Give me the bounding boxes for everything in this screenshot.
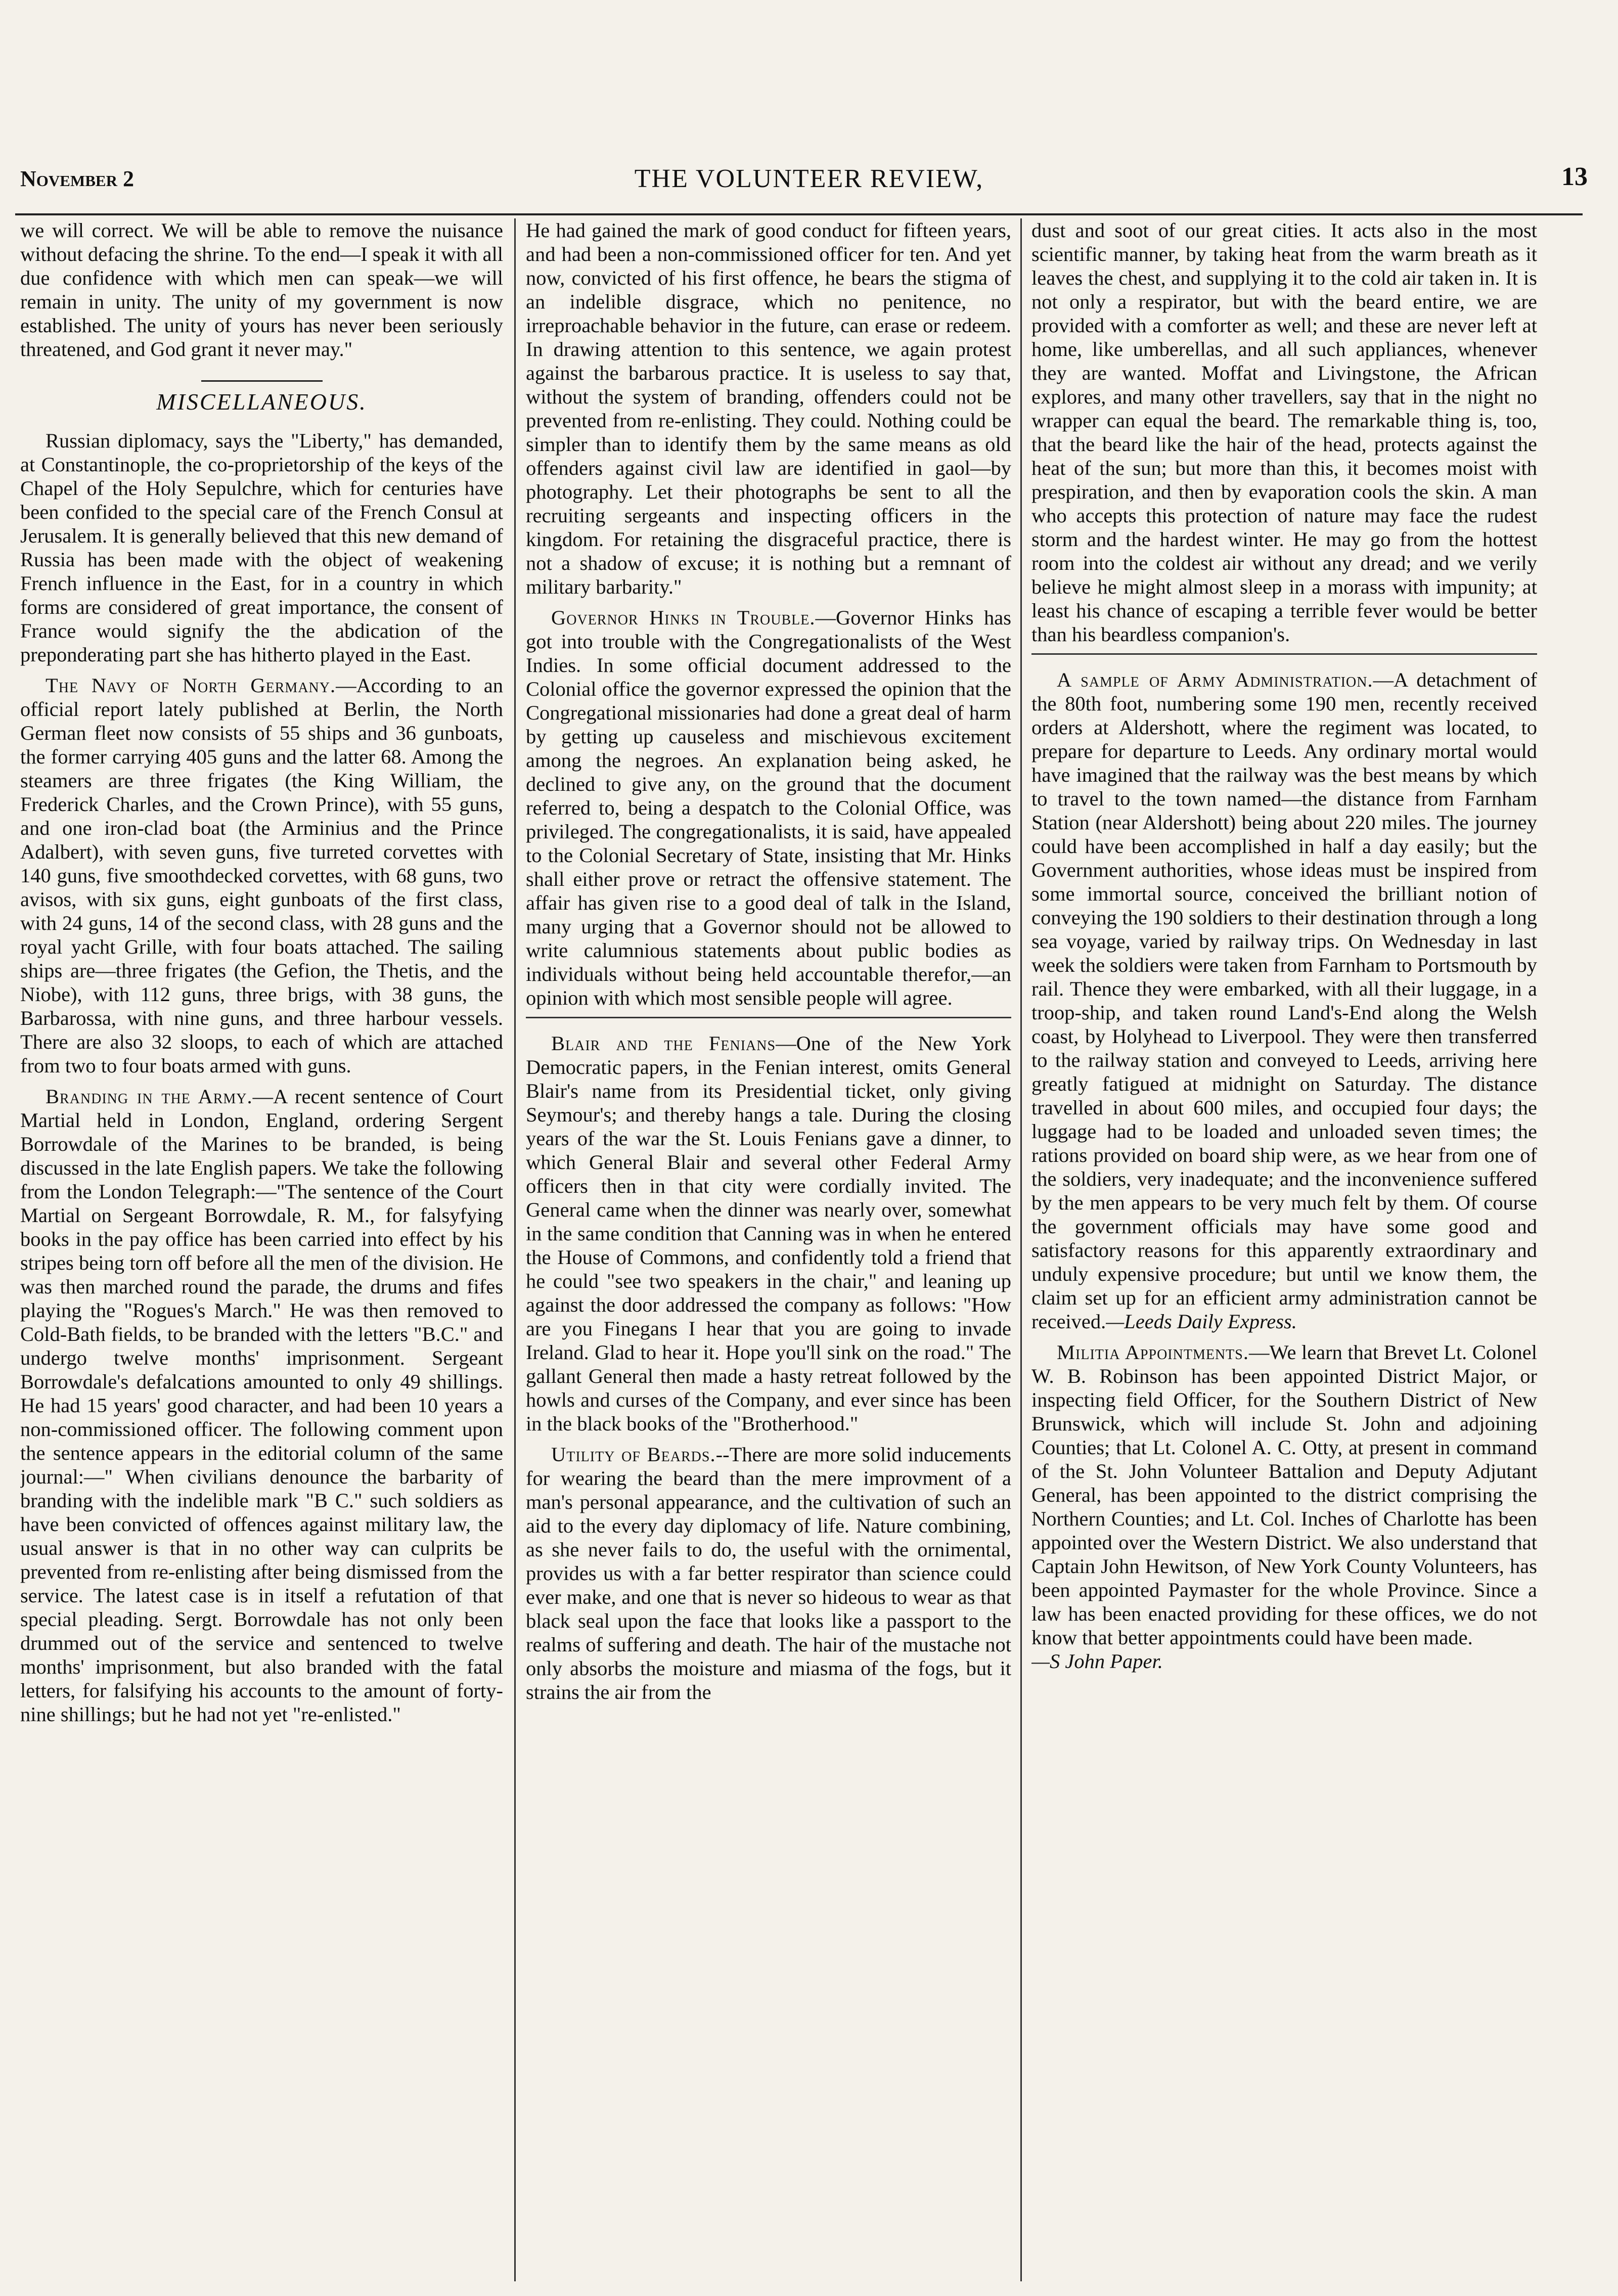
page-header	[15, 162, 1603, 207]
article-continuation: dust and soot of our great cities. It acts also in the most scientific manner, by taking heat from the warm breath as it leaves the chest, and supplying it to the cold air taken in. It is not only a respirator, but with the beard entire, we are provided with a comforter as well; and these are never left at home, like umberellas, and all such appliances, whenever they are wanted. Moffat and Livingstone, the African explores, and many other travellers, say that in the night no wrapper can equal the beard. The remarkable thing is, too, that the beard like the hair of the head, protects against the heat of the sun; but more than this, it becomes moist with prespiration, and then by evaporation cools the skin. A man who accepts this protection of nature may face the rudest storm and the hardest winter. He may go from the hottest room into the coldest air without any dread; and we verily believe he might almost sleep in a morass with impunity; at least his chance of escaping a terrible fever would be better than his beardless companion's.	[1031, 219, 1537, 646]
article-title: Militia Appointments.	[1057, 1341, 1249, 1364]
article-title: Governor Hinks in Trouble.	[551, 606, 816, 629]
article-title: Branding in the Army.	[46, 1085, 253, 1108]
article-body: —A recent sentence of Court Martial held in London, England, ordering Sergent Borrowdale of the Marines to be branded, is being discussed in the late English papers. We take the following from the London Telegraph:—"The sentence of the Court Martial on Sergeant Borrowdale, R. M., for falsyfying books in the pay office has been carried into effect by his stripes being torn off before all the men of the division. He was then marched round the parade, the drums and fifes playing the "Rogues's March." He was then removed to Cold-Bath fields, to be branded with the letters "B.C." and undergo twelve months' imprisonment. Sergeant Borrowdale's defalcations amounted to only 49 shillings. He had 15 years' good character, and had been 10 years a non-commissioned officer. The following comment upon the sentence appears in the editorial column of the same journal:—" When civilians denounce the barbarity of branding with the indelible mark "B C." such soldiers as have been convicted of offences against military law, the usual answer is that in no other way can culprits be prevented from re-enlisting after being dismissed from the service. The latest case is in itself a refutation of that special pleading. Sergt. Borrowdale has not only been drummed out of the service and sentenced to twelve months' imprisonment, but also branded with the fatal letters, for falsifying his accounts to the amount of forty-nine shillings; but he had not yet "re-enlisted."	[20, 1085, 503, 1726]
article-title: Blair and the Fenians	[551, 1032, 776, 1055]
article-columns	[20, 218, 1578, 2281]
article-branding	[20, 1085, 503, 1726]
column-divider	[514, 218, 516, 2281]
article-title: Utility of Beards.	[551, 1443, 716, 1466]
header-date: November 2	[20, 166, 134, 191]
article-russian-diplomacy: Russian diplomacy, says the "Liberty," has demanded, at Constantinople, the co-proprietorship of the keys of the Chapel of the Holy Sepulchre, which for centuries have been confided to the special care of the French Consul at Jerusalem. It is generally believed that this new demand of Russia has been made with the object of weakening French influence in the East, for in a country in which forms are considered of great importance, the consent of France would signify the the abdication of the preponderating part she has hitherto played in the East.	[20, 429, 503, 666]
article-army-administration	[1031, 668, 1537, 1333]
masthead-title: THE VOLUNTEER REVIEW,	[634, 164, 984, 193]
article-divider	[1031, 653, 1537, 655]
column-3	[1031, 218, 1537, 2281]
article-body: —One of the New York Democratic papers, in the Fenian interest, omits General Blair's name from its Presidential ticket, only giving Seymour's; and thereby hangs a tale. During the closing years of the war the St. Louis Fenians gave a dinner, to which General Blair and several other Federal Army officers then in that city were cordially invited. The General came when the dinner was nearly over, somewhat in the same condition that Canning was in when he entered the House of Commons, and confidently told a friend that he could "see two speakers in the chair," and leaning up against the door addressed the company as follows: "How are you Finegans I hear that you are going to invade Ireland. Glad to hear it. Hope you'll sink on the road." The gallant General then made a hasty retreat followed by the howls and curses of the Company, and ever since has been in the black books of the "Brotherhood."	[526, 1032, 1011, 1435]
article-continuation: He had gained the mark of good conduct for fifteen years, and had been a non-commissioned officer for ten. And yet now, convicted of his first offence, he bears the stigma of an indelible disgrace, which no penitence, no irreproachable behavior in the future, can erase or redeem. In drawing attention to this sentence, we again protest against the barbarous practice. It is useless to say that, without the system of branding, offenders could not be prevented from re-enlisting. They could. Nothing could be simpler than to identify them by the same means as old offenders against civil law are identified in gaol—by photography. Let their photographs be sent to all the recruiting sergeants and inspecting officers in the kingdom. For retaining the disgraceful practice, there is not a shadow of excuse; it is nothing but a remnant of military barbarity."	[526, 219, 1011, 598]
column-divider	[1020, 218, 1022, 2281]
article-source: —S John Paper.	[1031, 1650, 1163, 1673]
article-title: A sample of Army Administration.	[1057, 668, 1373, 691]
header-rule	[15, 213, 1583, 215]
article-source: —Leeds Daily Express.	[1106, 1310, 1297, 1333]
article-body: —We learn that Brevet Lt. Colonel W. B. Robinson has been appointed District Major, or inspecting field Officer, for the Southern District of New Brunswick, which will include St. John and adjoining Counties; that Lt. Colonel A. C. Otty, at present in command of the St. John Volunteer Battalion and Deputy Adjutant General, has been appointed to the district comprising the Northern Counties; and Lt. Col. Inches of Charlotte has been appointed over the Western District. We also understand that Captain John Hewitson, of New York County Volunteers, has been appointed Paymaster for the whole Province. Since a law has been enacted providing for these offices, we do not know that better appointments could have been made.	[1031, 1341, 1537, 1649]
article-body: —Governor Hinks has got into trouble with the Congregationalists of the West Indies. In some official document addressed to the Colonial office the governor expressed the opinion that the Congregational missionaries had done a great deal of harm by getting up causeless and mischievous excitement among the negroes. An explanation being asked, he declined to give any, on the ground that the document referred to, being a despatch to the Colonial Office, was privileged. The congregationalists, it is said, have appealed to the Colonial Secretary of State, insisting that Mr. Hinks shall either prove or retract the offensive statement. The affair has given rise to a good deal of talk in the Island, many urging that a Governor should not be allowed to write calumnious statements about public bodies as individuals without being held accountable therefor,—an opinion with which most sensible people will agree.	[526, 606, 1011, 1009]
section-heading: MISCELLANEOUS.	[20, 380, 503, 414]
page-number: 13	[1561, 162, 1588, 191]
article-beards	[526, 1443, 1011, 1704]
article-body: —A detachment of the 80th foot, numbering some 190 men, recently received orders at Aldershott, where the regiment was located, to prepare for departure to Leeds. Any ordinary mortal would have imagined that the railway was the best means by which to travel to the town named—the distance from Farnham Station (near Aldershott) being about 220 miles. The journey could have been accomplished in half a day easily; but the Government authorities, whose ideas must be inspired from some immortal source, conceived the brilliant notion of conveying the 190 soldiers to their destination through a long sea voyage, varied by railway trips. On Wednesday in last week the soldiers were taken from Farnham to Portsmouth by rail. Thence they were embarked, with all their luggage, in a troop-ship, and taken round Land's-End along the Welsh coast, by Holyhead to Liverpool. They were then transferred to the railway station and conveyed to Leeds, arriving here greatly fatigued at midnight on Saturday. The distance travelled in about 600 miles, and occupied four days; the luggage had to be loaded and unloaded seven times; the rations provided on board ship were, as we hear from one of the soldiers, very inadequate; and the inconvenience suffered by the men appears to be very much felt by them. Of course the government officials may have some good and satisfactory reasons for this apparently extraordinary and unduly expensive procedure; but until we know them, the claim set up for an efficient army administration cannot be received.	[1031, 668, 1537, 1333]
article-militia	[1031, 1340, 1537, 1673]
article-navy	[20, 673, 503, 1077]
article-blair	[526, 1031, 1011, 1435]
article-hinks	[526, 606, 1011, 1010]
article-body: —According to an official report lately published at Berlin, the North German fleet now consists of 55 ships and 36 gunboats, the former carrying 405 guns and the latter 68. Among the steamers are three frigates (the King William, the Frederick Charles, and the Crown Prince), with 55 guns, and one iron-clad boat (the Arminius and the Prince Adalbert), with seven guns, five turreted corvettes with 140 guns, five smoothdecked corvettes, with 68 guns, two avisos, with six guns, eight gunboats of the first class, with 24 guns, 14 of the second class, with 28 guns and the royal yacht Grille, with four boats attached. The sailing ships are—three frigates (the Gefion, the Thetis, and the Niobe), with 112 guns, three brigs, with 38 guns, the Barbarossa, with nine guns, and three harbour vessels. There are also 32 sloops, to each of which are attached from two to four boats armed with guns.	[20, 674, 503, 1077]
column-2	[526, 218, 1011, 2281]
article-divider	[526, 1017, 1011, 1018]
article-title: The Navy of North Germany.	[46, 674, 336, 697]
article-body: --There are more solid inducements for wearing the beard than the mere improvment of a man's personal appearance, and the cultivation of such an aid to the every day diplomacy of life. Nature combining, as she never fails to do, the useful with the ornimental, provides us with a far better respirator than science could ever make, and one that is never so hideous to wear as that black seal upon the face that looks like a passport to the realms of suffering and death. The hair of the mustache not only absorbs the moisture and miasma of the fogs, but it strains the air from the	[526, 1443, 1011, 1703]
column-1	[20, 218, 503, 2281]
article-continuation: we will correct. We will be able to remove the nuisance without defacing the shrine. To the end—I speak it with all due confidence with which men can speak—we will remain in unity. The unity of my government is now established. The unity of yours has never been seriously threatened, and God grant it never may."	[20, 219, 503, 361]
